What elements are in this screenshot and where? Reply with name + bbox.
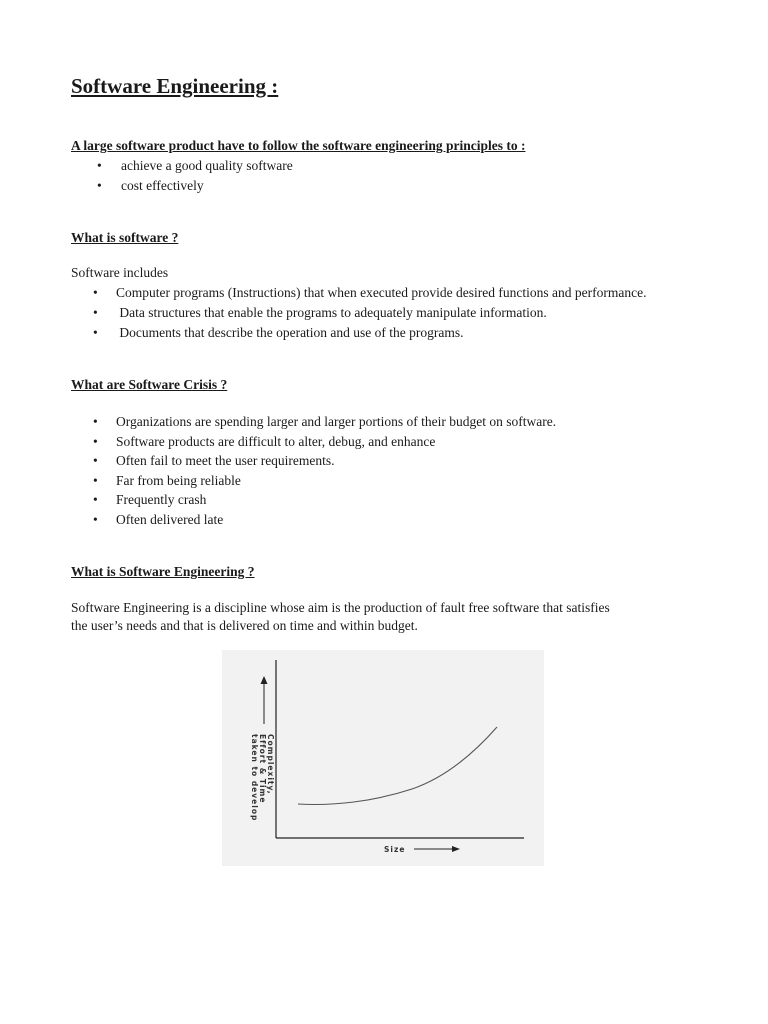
section-heading-software: What is software ? xyxy=(71,230,179,245)
list-item xyxy=(93,324,653,341)
growth-curve xyxy=(298,727,497,804)
list-item-text: Organizations are spending larger and larger portions of their budget on software. xyxy=(116,414,557,429)
list-item xyxy=(93,304,653,321)
bullet-icon: • xyxy=(93,511,98,527)
crisis-bullet-list xyxy=(93,413,673,530)
bullet-icon: • xyxy=(93,285,98,300)
intro-heading: A large software product have to follow the software engineering principles to : xyxy=(71,138,526,153)
list-item xyxy=(97,157,657,174)
bullet-icon: • xyxy=(93,305,98,320)
bullet-icon: • xyxy=(93,433,98,449)
list-item xyxy=(93,472,673,489)
bullet-icon: • xyxy=(93,472,98,488)
section-heading-software-engineering: What is Software Engineering ? xyxy=(71,564,255,579)
list-item-text: Often delivered late xyxy=(116,511,224,527)
list-item xyxy=(93,413,673,430)
list-item xyxy=(93,452,673,469)
list-item xyxy=(93,491,673,508)
list-item-text: cost effectively xyxy=(121,177,204,193)
figure-x-axis-label: Size xyxy=(384,845,406,854)
bullet-icon: • xyxy=(93,414,98,429)
list-item-text: Far from being reliable xyxy=(116,472,241,488)
list-item-text: achieve a good quality software xyxy=(121,158,293,173)
list-item xyxy=(97,177,657,194)
bullet-icon: • xyxy=(93,492,98,507)
list-item xyxy=(93,433,673,450)
list-item-text: Software products are difficult to alter, debug, and enhance xyxy=(116,433,436,449)
x-arrow-head-icon xyxy=(452,846,460,852)
list-item-text: Documents that describe the operation and use of the programs. xyxy=(116,325,464,340)
bullet-icon: • xyxy=(93,325,98,340)
section-heading-crisis: What are Software Crisis ? xyxy=(71,377,228,392)
software-engineering-definition: Software Engineering is a discipline whose aim is the production of fault free software that satisfies the user’s needs and that is delivered on time and within budget. xyxy=(71,600,610,633)
list-item-text: Data structures that enable the programs to adequately manipulate information. xyxy=(116,305,547,320)
list-item xyxy=(93,511,673,528)
figure-y-axis-label: Complexity, Effort & Time taken to develop xyxy=(250,734,275,822)
list-item-text: Frequently crash xyxy=(116,492,207,507)
list-item-text: Often fail to meet the user requirements. xyxy=(116,453,335,468)
y-arrow-head-icon xyxy=(261,676,268,684)
intro-bullet-list xyxy=(97,157,657,196)
page-title: Software Engineering : xyxy=(71,74,279,98)
software-bullet-list xyxy=(93,284,653,344)
bullet-icon: • xyxy=(97,158,102,173)
list-item xyxy=(93,284,653,301)
bullet-icon: • xyxy=(97,177,102,193)
software-lead-text: Software includes xyxy=(71,265,169,280)
bullet-icon: • xyxy=(93,453,98,468)
list-item-text: Computer programs (Instructions) that when executed provide desired functions and performance. xyxy=(116,285,647,300)
